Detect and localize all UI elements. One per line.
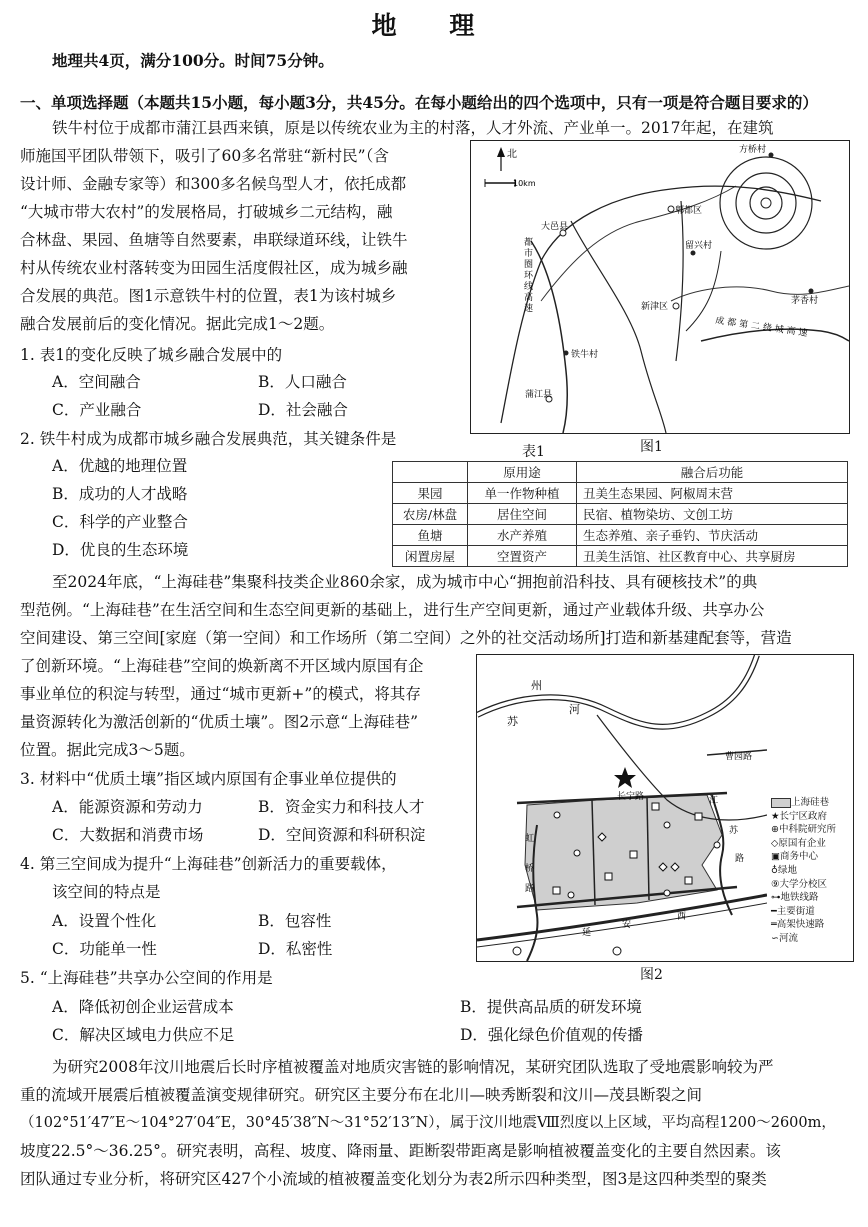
table-cell: 闲置房屋 [393, 546, 468, 567]
q4-option-b[interactable]: B．包容性 [258, 912, 332, 930]
table-cell: 空置资产 [468, 546, 577, 567]
figure2-legend [771, 796, 836, 946]
passage2-line: 空间建设、第三空间[家庭（第一空间）和工作场所（第二空间）之外的社交活动场所]打造和新基建配套等，营造 [20, 629, 792, 647]
institute-icon: ⊕ [771, 824, 779, 836]
legend-item: ◇原国有企业 [771, 837, 826, 849]
passage3-line: （102°51′47″E～104°27′04″E，30°45′38″N～31°52′13″N），属于汶川地震Ⅷ烈度以上区域，平均高程1200～2600m， [20, 1115, 836, 1131]
square-icon: ▣ [771, 851, 780, 863]
q3-option-a[interactable]: A．能源资源和劳动力 [52, 798, 203, 816]
question-3-stem: 3. 材料中“优质土壤”指区域内原国有企事业单位提供的 [20, 770, 397, 788]
q5-option-c[interactable]: C．解决区域电力供应不足 [52, 1026, 235, 1044]
label-tieniu: 铁牛村 [571, 350, 599, 360]
passage2-line: 型范例。“上海硅巷”在生活空间和生态空间更新的基础上，进行生产空间更新，通过产业载体升级、共享办公 [20, 601, 765, 619]
label-hongqiao-lu: 路 [525, 884, 535, 894]
legend-item: ♁绿地 [771, 864, 797, 876]
figure2-svg [477, 655, 767, 961]
q1-option-c[interactable]: C．产业融合 [52, 401, 142, 419]
label-ring-road: 都市圈环线高速 [522, 237, 532, 314]
q3-option-d[interactable]: D．空间资源和科研积淀 [258, 826, 426, 844]
legend-item: ━主要街道 [771, 905, 815, 917]
q3-option-b[interactable]: B．资金实力和科技人才 [258, 798, 425, 816]
label-suzhou2: 苏 [507, 715, 518, 728]
passage2-line: 至2024年底，“上海硅巷”集聚科技类企业860余家，成为城市中心“拥抱前沿科技、具有硬核技术”的典 [52, 573, 758, 591]
pin-icon: ♁ [771, 864, 778, 876]
table-header-row [393, 462, 848, 483]
label-an: 安 [622, 920, 632, 930]
table-header-cell: 原用途 [468, 462, 577, 483]
passage3-line: 团队通过专业分析，将研究区427个小流域的植被覆盖变化划分为表2所示四种类型，图3是这四种类型的聚类 [20, 1170, 767, 1188]
label-qiao: 桥 [525, 864, 535, 874]
scale-label: 10km [513, 179, 536, 188]
passage3-line: 为研究2008年汶川地震后长时序植被覆盖对地质灾害链的影响情况，某研究团队选取了受地震影响较为严 [52, 1058, 774, 1076]
q2-option-b[interactable]: B．成功的人才战略 [52, 485, 188, 503]
figure1-map [470, 140, 850, 434]
question-1-stem: 1. 表1的变化反映了城乡融合发展中的 [20, 346, 283, 364]
label-maoxiang: 茅香村 [791, 296, 819, 306]
passage1-line: “大城市带大农村”的发展格局，打破城乡二元结构，融 [20, 203, 393, 221]
q3-option-c[interactable]: C．大数据和消费市场 [52, 826, 204, 844]
legend-item: ★长宁区政府 [771, 810, 828, 822]
q5-option-a[interactable]: A．降低初创企业运营成本 [52, 998, 234, 1016]
passage2-line: 事业单位的积淀与转型，通过“城市更新+”的模式，将其存 [20, 685, 421, 703]
label-ring2: 成都第二绕城高速 [714, 316, 812, 340]
table-row [393, 483, 848, 504]
q1-option-d[interactable]: D．社会融合 [258, 401, 348, 419]
passage1-line: 村从传统农业村落转变为田园生活度假社区，成为城乡融 [20, 259, 408, 277]
q4-option-c[interactable]: C．功能单一性 [52, 940, 157, 958]
label-lu: 路 [735, 854, 745, 864]
q4-option-d[interactable]: D．私密性 [258, 940, 333, 958]
label-changning: 长宁路 [617, 792, 645, 802]
passage2-line: 位置。据此完成3～5题。 [20, 741, 195, 759]
table-cell: 鱼塘 [393, 525, 468, 546]
q4-option-a[interactable]: A．设置个性化 [52, 912, 157, 930]
question-5-stem: 5. “上海硅巷”共享办公空间的作用是 [20, 969, 273, 987]
table-row [393, 504, 848, 525]
campus-icon: ⑨ [771, 878, 780, 890]
table-cell: 农房/林盘 [393, 504, 468, 525]
exam-intro: 地理共4页，满分100分。时间75分钟。 [52, 51, 334, 70]
q5-option-d[interactable]: D．强化绿色价值观的传播 [460, 1026, 643, 1044]
q1-option-a[interactable]: A．空间融合 [52, 373, 141, 391]
passage1-line: 合发展的典范。图1示意铁牛村的位置，表1为该村城乡 [20, 287, 397, 305]
label-yan: 延 [582, 928, 592, 938]
table-cell: 丑美生态果园、阿椒周末营 [577, 483, 848, 504]
street-icon: ━ [771, 905, 777, 917]
river-icon: ∽ [771, 932, 779, 944]
expressway-icon: ═ [771, 919, 777, 931]
legend-item: ⑨大学分校区 [771, 878, 828, 890]
label-river: 河 [569, 703, 580, 716]
figure1-caption: 图1 [640, 439, 663, 455]
label-xi: 西 [677, 912, 687, 922]
table-cell: 民宿、植物染坊、文创工坊 [577, 504, 848, 525]
passage2-line: 量资源转化为激活创新的“优质土壤”。图2示意“上海硅巷” [20, 713, 419, 731]
passage1-line: 融合发展前后的变化情况。据此完成1～2题。 [20, 315, 335, 333]
passage1-line: 铁牛村位于成都市蒲江县西来镇，原是以传统农业为主的村落，人才外流、产业单一。2017年起，在建筑 [52, 119, 774, 137]
table-cell: 果园 [393, 483, 468, 504]
label-caoyang: 曹园路 [725, 752, 753, 762]
label-dayi: 大邑县 [541, 222, 569, 232]
q2-option-d[interactable]: D．优良的生态环境 [52, 541, 189, 559]
table-header-cell: 融合后功能 [577, 462, 848, 483]
diamond-icon: ◇ [771, 837, 779, 849]
legend-item: ⊕中科院研究所 [771, 824, 836, 836]
question-4-stem: 4. 第三空间成为提升“上海硅巷”创新活力的重要载体， [20, 855, 397, 873]
label-suzhou1: 州 [531, 679, 542, 692]
passage1-line: 师施国平团队带领下，吸引了60多名常驻“新村民”（含 [20, 147, 389, 165]
passage3-line: 重的流域开展震后植被覆盖演变规律研究。研究区主要分布在北川—映秀断裂和汶川—茂县断裂之间 [20, 1086, 703, 1104]
label-hong: 虹 [525, 834, 535, 844]
table1-caption: 表1 [522, 444, 545, 460]
question-4-stem-2: 该空间的特点是 [52, 883, 161, 901]
legend-item: ▣商务中心 [771, 851, 818, 863]
table-cell: 水产养殖 [468, 525, 577, 546]
table-row [393, 546, 848, 567]
label-pujiang: 蒲江县 [525, 390, 553, 400]
legend-item: 上海硅巷 [771, 796, 836, 810]
passage2-line: 了创新环境。“上海硅巷”空间的焕新离不开区域内原国有企 [20, 657, 424, 675]
q2-option-c[interactable]: C．科学的产业整合 [52, 513, 188, 531]
label-fangqiao: 方桥村 [739, 145, 767, 155]
q5-option-b[interactable]: B．提供高品质的研发环境 [460, 998, 642, 1016]
label-xinjin: 新津区 [641, 302, 669, 312]
label-liuxing: 留兴村 [685, 241, 713, 251]
figure2-map [476, 654, 854, 962]
legend-item: ∽河流 [771, 932, 798, 944]
figure1-svg [471, 141, 849, 433]
label-pixian: 郫都区 [675, 206, 703, 216]
table-cell: 单一作物种植 [468, 483, 577, 504]
passage1-line: 设计师、金融专家等）和300多名候鸟型人才，依托成都 [20, 175, 407, 193]
label-su: 苏 [729, 826, 739, 836]
passage1-line: 合林盘、果园、鱼塘等自然要素，串联绿道环线，让铁牛 [20, 231, 408, 249]
table-cell: 居住空间 [468, 504, 577, 525]
table-row [393, 525, 848, 546]
star-icon: ★ [771, 810, 780, 822]
label-jiang: 江 [709, 796, 719, 806]
q2-option-a[interactable]: A．优越的地理位置 [52, 457, 188, 475]
page-title: 地 理 [371, 11, 497, 40]
section-heading: 一、单项选择题（本题共15小题，每小题3分，共45分。在每小题给出的四个选项中，只有一项是符合题目要求的） [20, 93, 818, 112]
passage3-line: 坡度22.5°～36.25°。研究表明，高程、坡度、降雨量、距断裂带距离是影响植被覆盖变化的主要自然因素。该 [20, 1142, 781, 1160]
legend-item: ⊶地铁线路 [771, 892, 819, 904]
table-cell: 丑美生活馆、社区教育中心、共享厨房 [577, 546, 848, 567]
question-2-stem: 2. 铁牛村成为成都市城乡融合发展典范，其关键条件是 [20, 430, 397, 448]
table1 [392, 461, 848, 567]
q1-option-b[interactable]: B．人口融合 [258, 373, 347, 391]
metro-line-icon: ⊶ [771, 892, 781, 904]
government-star-icon [614, 767, 636, 788]
table-header-cell [393, 462, 468, 483]
legend-item: ═高架快速路 [771, 919, 825, 931]
table-cell: 生态养殖、亲子垂钓、节庆活动 [577, 525, 848, 546]
north-label: 北 [507, 149, 517, 160]
figure2-caption: 图2 [640, 967, 663, 983]
